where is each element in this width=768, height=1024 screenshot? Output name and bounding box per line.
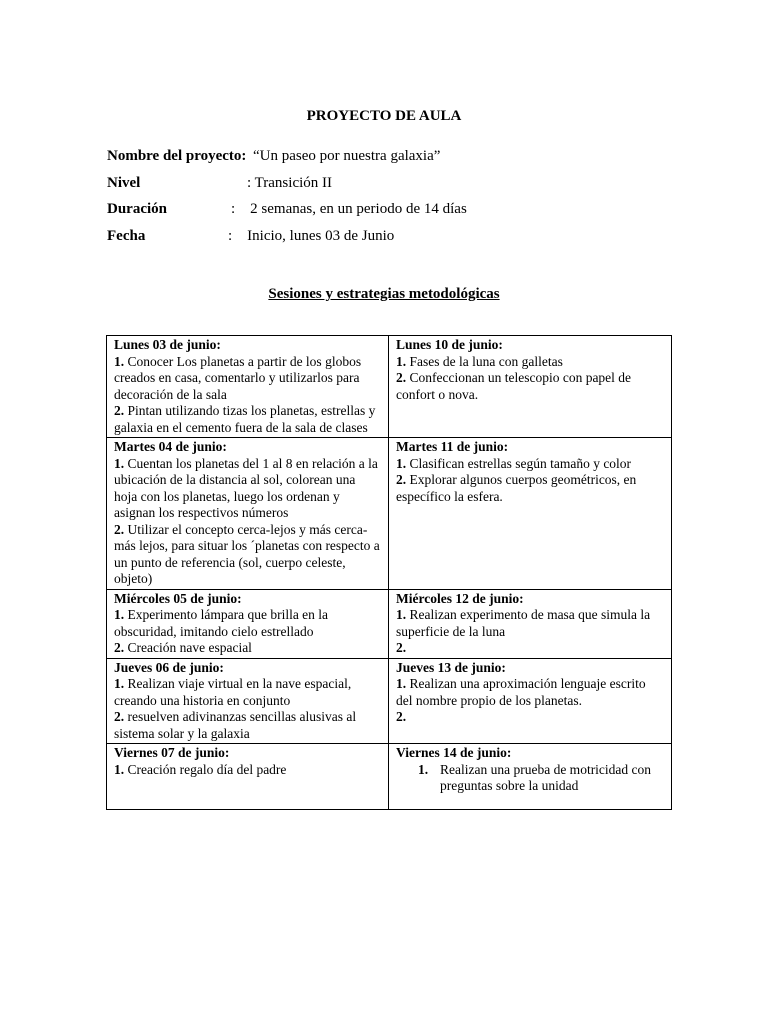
session-item	[114, 709, 382, 742]
session-item	[396, 640, 665, 657]
session-item	[396, 370, 665, 403]
item-text: Pintan utilizando tizas los planetas, estrellas y galaxia en el cemento fuera de la sala de clases	[114, 403, 376, 435]
session-item	[114, 456, 382, 522]
item-number: 2.	[396, 472, 407, 487]
session-item	[114, 403, 382, 436]
session-day: Jueves 13 de junio:	[396, 659, 506, 675]
item-number: 2.	[396, 640, 407, 655]
item-text: Clasifican estrellas según tamaño y color	[406, 455, 632, 471]
item-text: Conocer Los planetas a partir de los globos creados en casa, comentarlo y utilizarlos para decoración de la sala	[114, 353, 362, 402]
item-number: 2.	[114, 403, 125, 418]
item-text: Realizan experimento de masa que simula la superficie de la luna	[396, 607, 651, 639]
item-number: 2.	[396, 370, 407, 385]
item-number: 1.	[114, 353, 125, 369]
session-item	[396, 607, 665, 640]
document-title: PROYECTO DE AULA	[306, 108, 462, 124]
item-number: 1.	[396, 353, 407, 369]
item-number: 1.	[114, 676, 125, 691]
info-duracion-label: Duración	[107, 201, 167, 217]
session-item	[114, 676, 382, 709]
sessions-table	[106, 335, 672, 810]
item-number: 1.	[114, 607, 125, 622]
session-item	[114, 640, 382, 657]
session-cell	[107, 658, 389, 744]
item-number: 1.	[396, 455, 407, 471]
table-row	[107, 336, 672, 438]
item-text: Fases de la luna con galletas	[406, 353, 563, 369]
info-nivel-value: : Transición II	[247, 175, 333, 191]
session-item	[396, 762, 665, 795]
session-day: Jueves 06 de junio:	[114, 659, 224, 675]
session-cell	[107, 589, 389, 658]
session-day: Miércoles 12 de junio:	[396, 590, 524, 606]
item-number: 2.	[114, 521, 125, 537]
session-item	[396, 354, 665, 371]
session-cell	[389, 589, 672, 658]
item-text: Realizan una aproximación lenguaje escrito del nombre propio de los planetas.	[396, 676, 646, 708]
item-text: resuelven adivinanzas sencillas alusivas al sistema solar y la galaxia	[114, 709, 357, 741]
item-text: Cuentan los planetas del 1 al 8 en relación a la ubicación de la distancia al sol, colorean una hoja con los planetas, luego los ordenan y asignan los respectivos números	[114, 455, 378, 520]
table-row	[107, 438, 672, 590]
item-number: 1.	[396, 607, 407, 622]
session-item	[396, 676, 665, 709]
table-row	[107, 658, 672, 744]
session-day: Miércoles 05 de junio:	[114, 590, 242, 606]
session-day: Lunes 03 de junio:	[114, 337, 221, 352]
item-number: 2.	[396, 709, 407, 724]
session-item	[114, 522, 382, 588]
session-cell	[107, 336, 389, 438]
item-text: Explorar algunos cuerpos geométricos, en específico la esfera.	[396, 472, 637, 504]
session-item	[114, 607, 382, 640]
item-text: Creación regalo día del padre	[124, 761, 287, 777]
session-cell	[389, 336, 672, 438]
session-cell	[389, 438, 672, 590]
item-text: Realizan viaje virtual en la nave espacial, creando una historia en conjunto	[114, 676, 352, 708]
session-cell	[389, 744, 672, 810]
item-text: Utilizar el concepto cerca-lejos y más cerca-más lejos, para situar los ´planetas con respecto a un punto de referencia (sol, cuerpo celeste, objeto)	[114, 521, 380, 586]
item-text: Confeccionan un telescopio con papel de confort o nova.	[396, 370, 632, 402]
table-row	[107, 744, 672, 810]
item-text: Creación nave espacial	[124, 640, 252, 655]
item-text: Experimento lámpara que brilla en la obscuridad, imitando cielo estrellado	[114, 607, 329, 639]
info-nombre-label: Nombre del proyecto:	[107, 148, 247, 164]
sessions-heading: Sesiones y estrategias metodológicas	[268, 286, 500, 302]
item-number: 1.	[114, 761, 125, 777]
session-day: Martes 04 de junio:	[114, 439, 227, 454]
info-nivel-label: Nivel	[107, 175, 141, 191]
session-item	[396, 709, 665, 726]
session-item	[396, 472, 665, 505]
info-duracion-value: : 2 semanas, en un periodo de 14 días	[231, 201, 467, 217]
item-number: 1.	[418, 761, 429, 777]
item-text: Realizan una prueba de motricidad con preguntas sobre la unidad	[440, 761, 652, 793]
item-number: 2.	[114, 640, 125, 655]
info-fecha-value: : Inicio, lunes 03 de Junio	[228, 228, 395, 244]
session-cell	[107, 744, 389, 810]
item-number: 1.	[114, 455, 125, 471]
session-day: Lunes 10 de junio:	[396, 337, 503, 352]
session-day: Viernes 07 de junio:	[114, 745, 230, 760]
session-cell	[389, 658, 672, 744]
item-number: 2.	[114, 709, 125, 724]
session-day: Martes 11 de junio:	[396, 439, 509, 454]
session-day: Viernes 14 de junio:	[396, 745, 512, 760]
table-row	[107, 589, 672, 658]
session-item	[114, 354, 382, 404]
session-cell	[107, 438, 389, 590]
session-item	[396, 456, 665, 473]
session-item	[114, 762, 382, 779]
info-fecha-label: Fecha	[107, 228, 146, 244]
item-number: 1.	[396, 676, 407, 691]
info-nombre-value: “Un paseo por nuestra galaxia”	[253, 148, 441, 164]
